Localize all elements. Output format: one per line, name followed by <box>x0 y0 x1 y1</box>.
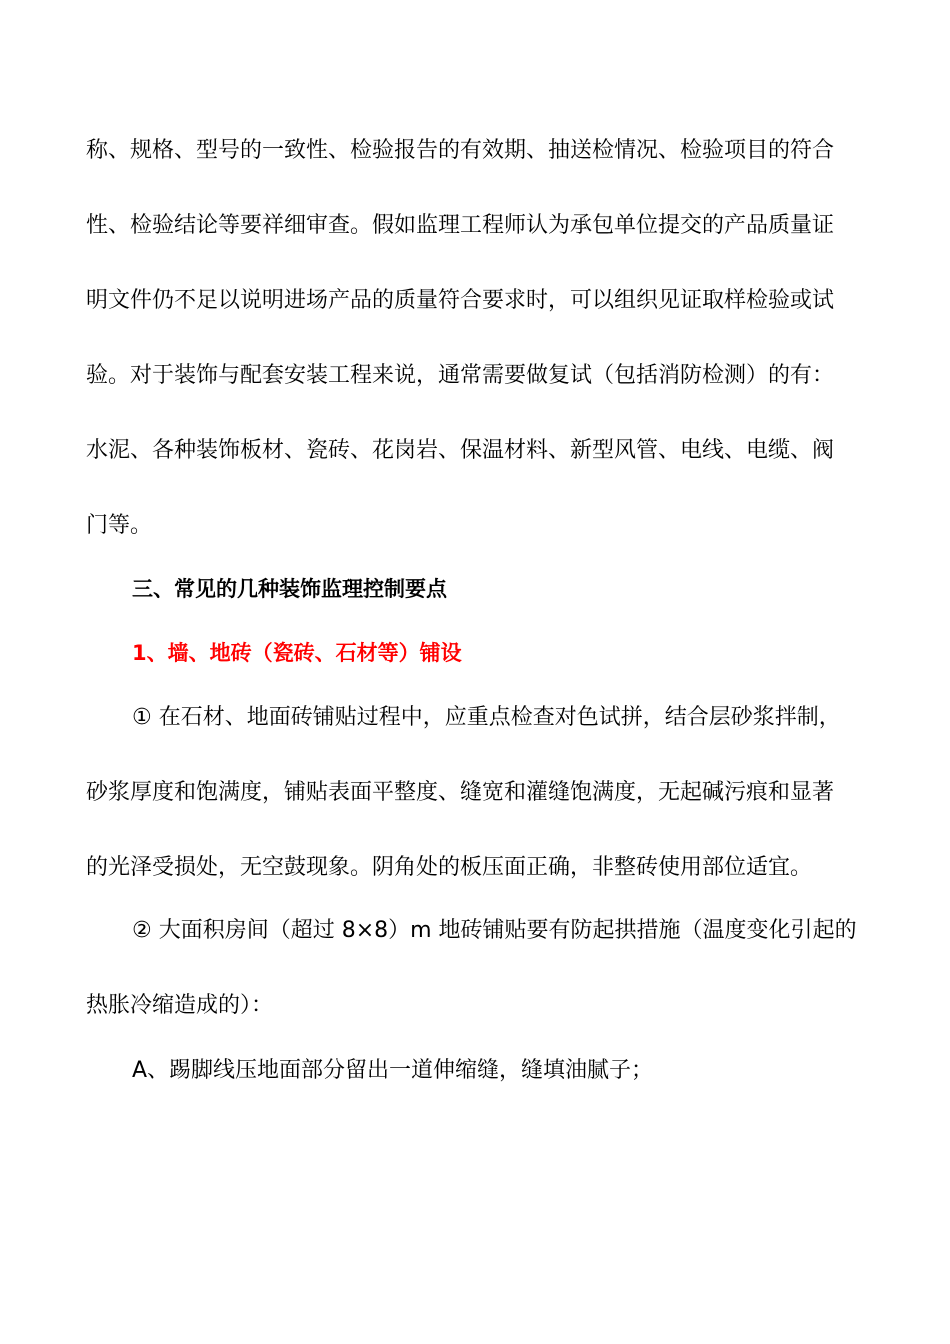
paragraph-line: 门等。 <box>86 513 153 538</box>
section-heading: 三、常见的几种装饰监理控制要点 <box>132 577 447 601</box>
paragraph-line: 砂浆厚度和饱满度，铺贴表面平整度、缝宽和灌缝饱满度，无起碱污痕和显著 <box>86 780 835 805</box>
paragraph-line: ② 大面积房间（超过 8×8）m 地砖铺贴要有防起拱措施（温度变化引起的 <box>132 918 857 943</box>
paragraph-line: 水泥、各种装饰板材、瓷砖、花岗岩、保温材料、新型风管、电线、电缆、阀 <box>86 438 835 463</box>
paragraph-line: 明文件仍不足以说明进场产品的质量符合要求时，可以组织见证取样检验或试 <box>86 288 835 313</box>
paragraph-line: 称、规格、型号的一致性、检验报告的有效期、抽送检情况、检验项目的符合 <box>86 138 835 163</box>
paragraph-line: 验。对于装饰与配套安装工程来说，通常需要做复试（包括消防检测）的有： <box>86 363 835 388</box>
paragraph-line: 的光泽受损处，无空鼓现象。阴角处的板压面正确，非整砖使用部位适宜。 <box>86 855 813 880</box>
paragraph-line: ① 在石材、地面砖铺贴过程中，应重点检查对色试拼，结合层砂浆拌制， <box>132 705 841 730</box>
item-a-line: A、踢脚线压地面部分留出一道伸缩缝，缝填油腻子； <box>132 1058 654 1083</box>
paragraph-line: 性、检验结论等要祥细审查。假如监理工程师认为承包单位提交的产品质量证 <box>86 213 835 238</box>
paragraph-line: 热胀冷缩造成的）： <box>86 993 274 1018</box>
subsection-heading: 1、墙、地砖（瓷砖、石材等）铺设 <box>132 641 462 665</box>
